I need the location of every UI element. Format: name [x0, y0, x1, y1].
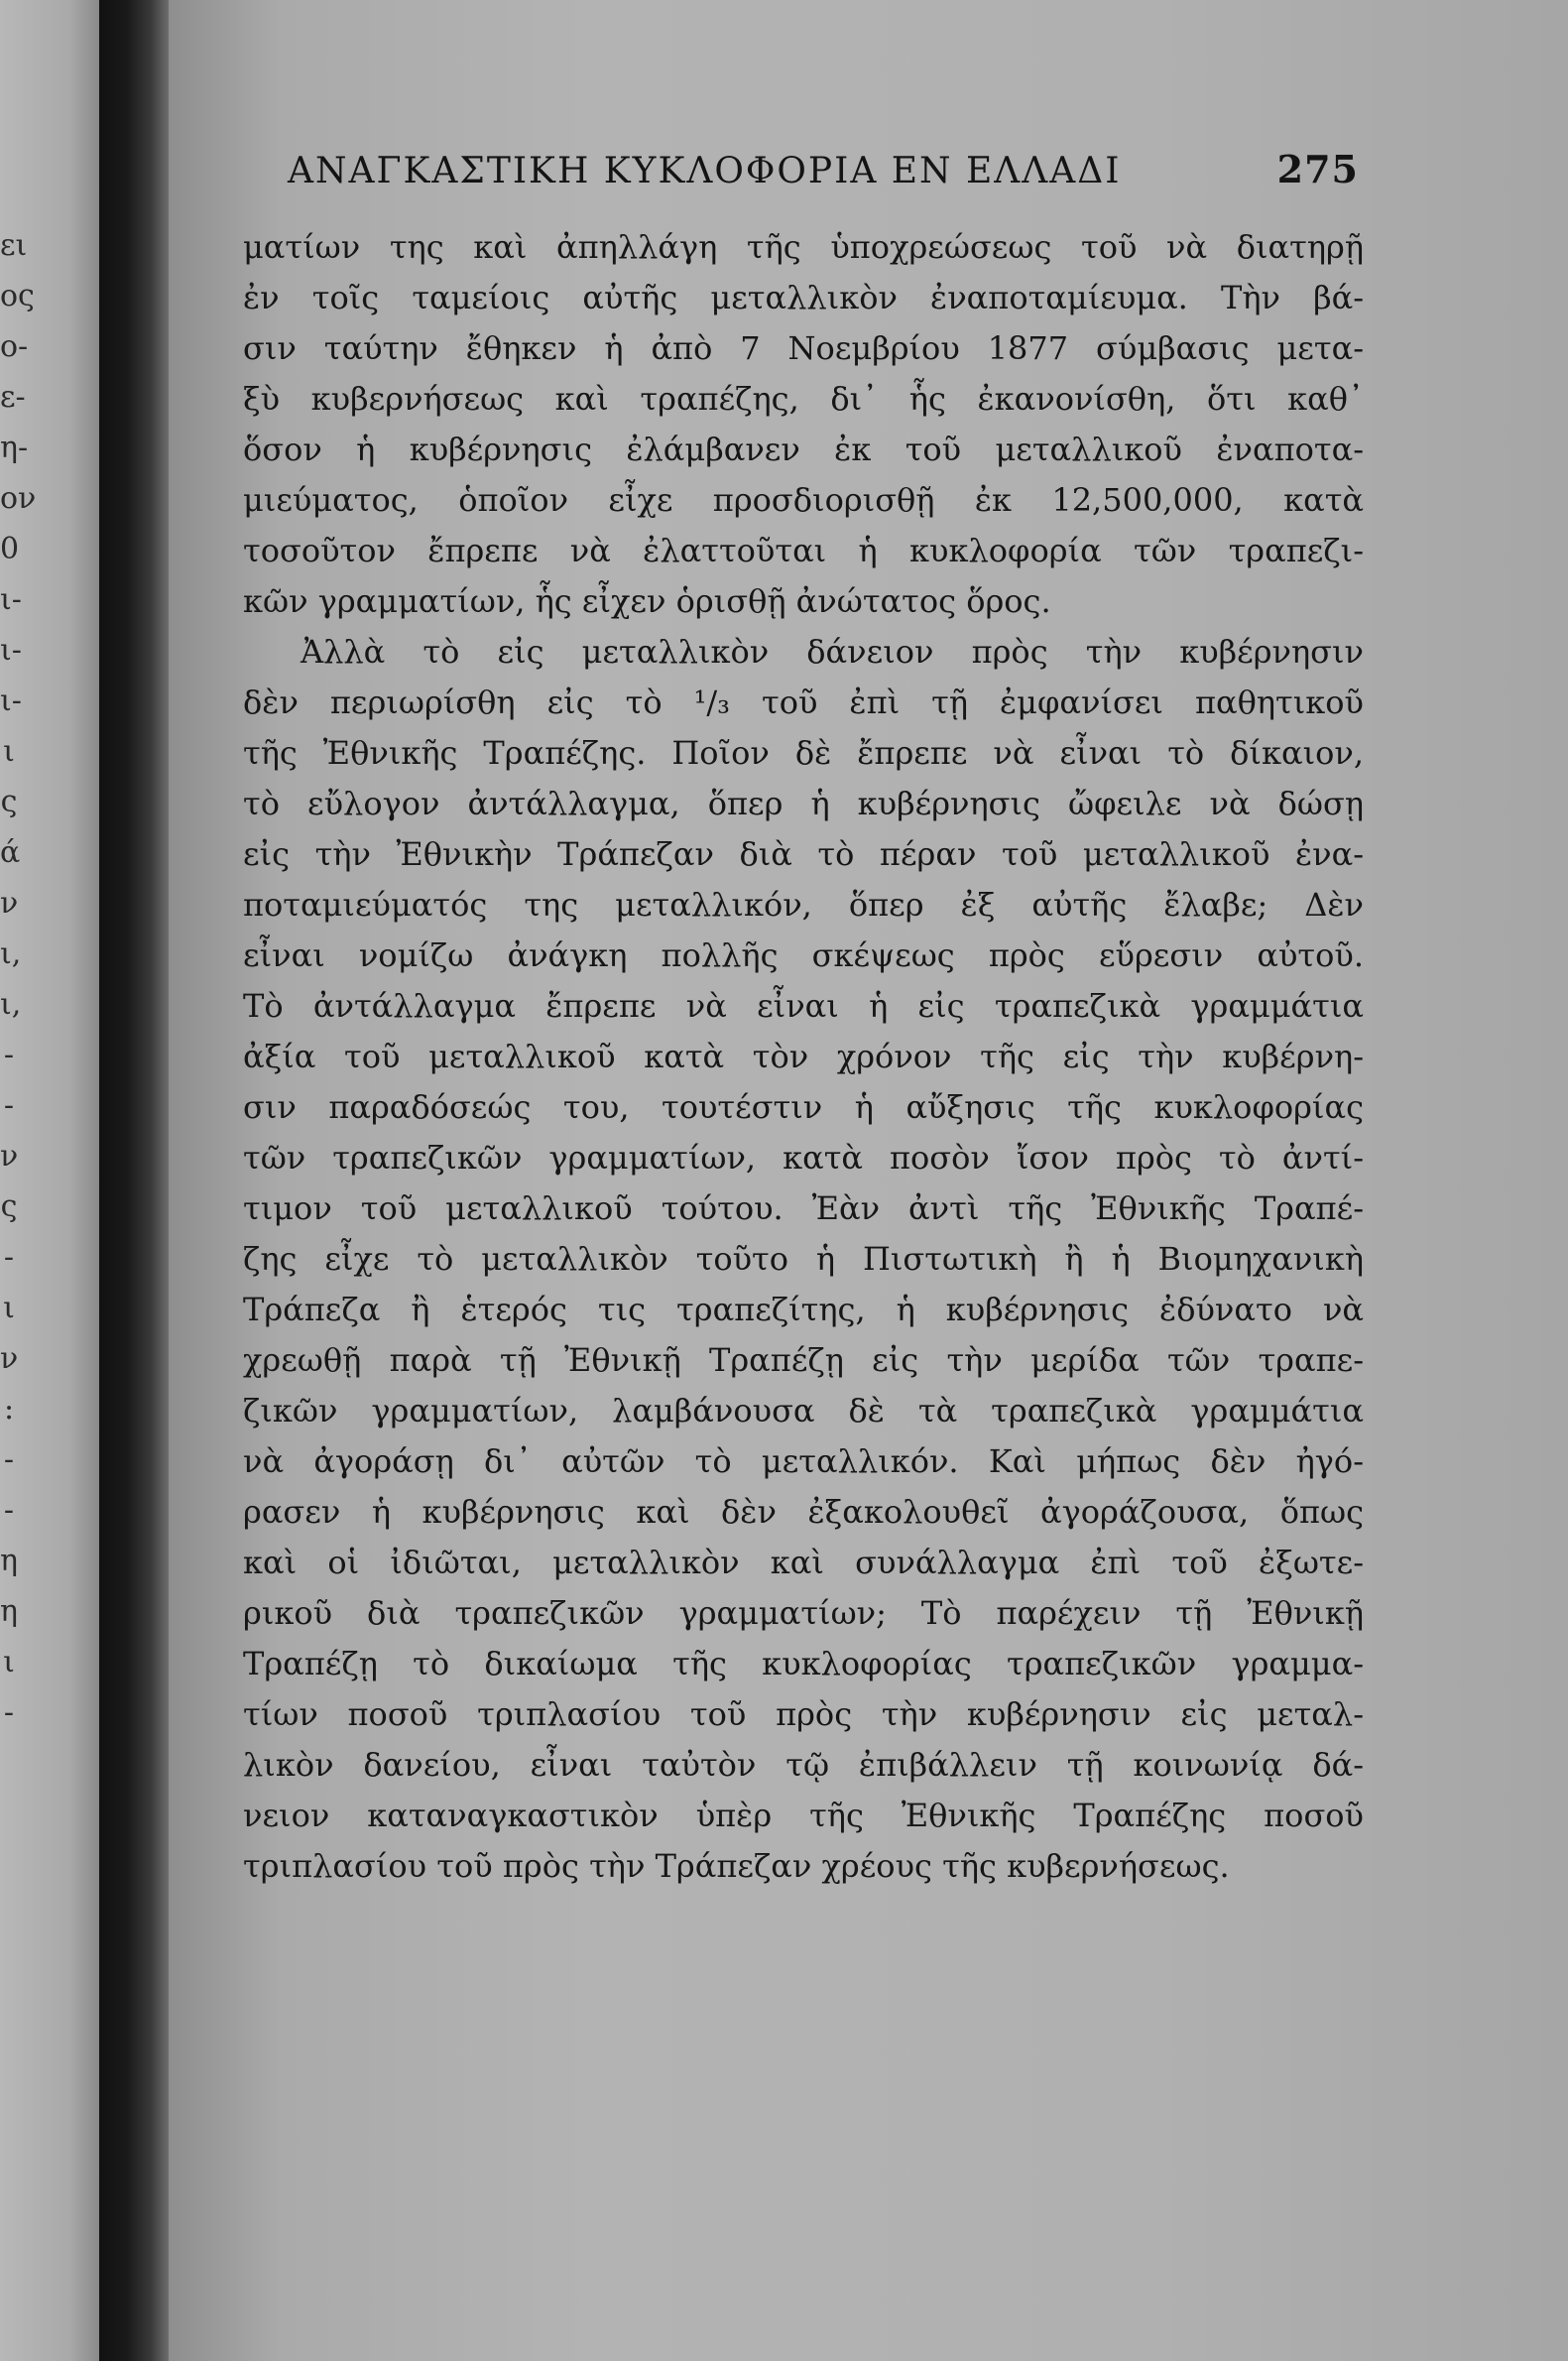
facing-page-fragment: η	[0, 1544, 18, 1578]
facing-page-fragment: -	[3, 1695, 15, 1730]
text-line: σιν παραδόσεώς του, τουτέστιν ἡ αὔξησις τῆς κυκλοφορίας	[243, 1088, 1364, 1126]
text-line: Τὸ ἀντάλλαγμα ἔπρεπε νὰ εἶναι ἡ εἰς τραπεζικὰ γραμμάτια	[243, 987, 1364, 1025]
text-line: ζης εἶχε τὸ μεταλλικὸν τοῦτο ἡ Πιστωτικὴ ἢ ἡ Βιομηχανικὴ	[243, 1240, 1364, 1278]
text-line: τίων ποσοῦ τριπλασίου τοῦ πρὸς τὴν κυβέρνησιν εἰς μεταλ-	[243, 1695, 1364, 1733]
facing-page-fragment: ι,	[0, 936, 22, 971]
text-line: ρικοῦ διὰ τραπεζικῶν γραμματίων; Τὸ παρέχειν τῇ Ἐθνικῇ	[243, 1594, 1364, 1632]
text-line: εἶναι νομίζω ἀνάγκη πολλῆς σκέψεως πρὸς εὕρεσιν αὐτοῦ.	[243, 936, 1364, 974]
text-line: λικὸν δανείου, εἶναι ταὐτὸν τῷ ἐπιβάλλειν τῇ κοινωνίᾳ δά-	[243, 1746, 1364, 1784]
paragraph-end-line: κῶν γραμματίων, ἧς εἶχεν ὁρισθῇ ἀνώτατος ὅρος.	[243, 582, 1051, 620]
facing-page-fragment: ά	[0, 835, 21, 870]
facing-page-fragment: ον	[0, 481, 37, 516]
book-gutter	[99, 0, 169, 2361]
text-line: τὸ εὔλογον ἀντάλλαγμα, ὅπερ ἡ κυβέρνησις ὤφειλε νὰ δώσῃ	[243, 785, 1364, 822]
text-line: τῆς Ἐθνικῆς Τραπέζης. Ποῖον δὲ ἔπρεπε νὰ εἶναι τὸ δίκαιον,	[243, 734, 1364, 772]
facing-page-fragment: ν	[0, 1341, 19, 1376]
facing-page-fragment: ο-	[0, 329, 29, 364]
text-line: σιν ταύτην ἔθηκεν ἡ ἀπὸ 7 Νοεμβρίου 1877 σύμβασις μετα-	[243, 329, 1364, 367]
text-line: Τραπέζῃ τὸ δικαίωμα τῆς κυκλοφορίας τραπεζικῶν γραμμα-	[243, 1645, 1364, 1682]
facing-page-fragment: ς	[0, 1189, 18, 1224]
facing-page-fragment: ι	[3, 734, 15, 769]
facing-page-fragment: ι,	[0, 987, 22, 1022]
text-line: Τράπεζα ἢ ἑτερός τις τραπεζίτης, ἡ κυβέρνησις ἐδύνατο νὰ	[243, 1291, 1364, 1328]
facing-page-fragment: ι-	[0, 633, 22, 668]
text-line: ρασεν ἡ κυβέρνησις καὶ δὲν ἐξακολουθεῖ ἀγοράζουσα, ὅπως	[243, 1493, 1364, 1531]
text-line: δὲν περιωρίσθη εἰς τὸ ¹/₃ τοῦ ἐπὶ τῇ ἐμφανίσει παθητικοῦ	[243, 683, 1364, 721]
facing-page-fragment: ν	[0, 886, 19, 921]
facing-page-fragment: -	[3, 1240, 15, 1275]
text-line: καὶ οἱ ἰδιῶται, μεταλλικὸν καὶ συνάλλαγμα ἐπὶ τοῦ ἐξωτε-	[243, 1544, 1364, 1581]
facing-page-fragment: ν	[0, 1139, 19, 1174]
text-line: ὅσον ἡ κυβέρνησις ἐλάμβανεν ἐκ τοῦ μεταλλικοῦ ἐναποτα-	[243, 431, 1364, 468]
facing-page-fragment: ι	[3, 1291, 15, 1325]
text-line: ἐν τοῖς ταμείοις αὐτῆς μεταλλικὸν ἐναποταμίευμα. Τὴν βά-	[243, 279, 1364, 316]
paragraph-end-line: τριπλασίου τοῦ πρὸς τὴν Τράπεζαν χρέους τῆς κυβερνήσεως.	[243, 1847, 1230, 1885]
text-line: νὰ ἀγοράσῃ δι᾽ αὐτῶν τὸ μεταλλικόν. Καὶ μήπως δὲν ἠγό-	[243, 1442, 1364, 1480]
facing-page-fragment: ι	[3, 1645, 15, 1679]
text-line: νειον καταναγκαστικὸν ὑπὲρ τῆς Ἐθνικῆς Τραπέζης ποσοῦ	[243, 1797, 1364, 1834]
running-header	[288, 147, 1359, 206]
text-line: τοσοῦτον ἔπρεπε νὰ ἐλαττοῦται ἡ κυκλοφορία τῶν τραπεζι-	[243, 532, 1364, 569]
text-line: εἰς τὴν Ἐθνικὴν Τράπεζαν διὰ τὸ πέραν τοῦ μεταλλικοῦ ἐνα-	[243, 835, 1364, 873]
text-line: ἀξία τοῦ μεταλλικοῦ κατὰ τὸν χρόνον τῆς εἰς τὴν κυβέρνη-	[243, 1038, 1364, 1075]
facing-page-fragment: ει	[0, 228, 28, 263]
facing-page-fragment: -	[3, 1088, 15, 1123]
facing-page-fragment: η-	[0, 431, 29, 465]
text-line: χρεωθῇ παρὰ τῇ Ἐθνικῇ Τραπέζῃ εἰς τὴν μερίδα τῶν τραπε-	[243, 1341, 1364, 1379]
text-line: ζικῶν γραμματίων, λαμβάνουσα δὲ τὰ τραπεζικὰ γραμμάτια	[243, 1392, 1364, 1429]
facing-page-fragment: ος	[0, 279, 35, 313]
facing-page-fragment: ι-	[0, 582, 22, 617]
body-text	[243, 222, 1364, 1892]
facing-page-fragment: ς	[0, 785, 18, 819]
text-line: τῶν τραπεζικῶν γραμματίων, κατὰ ποσὸν ἴσον πρὸς τὸ ἀντί-	[243, 1139, 1364, 1177]
facing-page-fragment: ε-	[0, 380, 26, 415]
running-title: ΑΝΑΓΚΑΣΤΙΚΗ ΚΥΚΛΟΦΟΡΙΑ ΕΝ ΕΛΛΑΔΙ	[288, 151, 1122, 191]
facing-page-edge	[0, 0, 99, 2361]
text-line: ποταμιεύματός της μεταλλικόν, ὅπερ ἐξ αὐτῆς ἔλαβε; Δὲν	[243, 886, 1364, 924]
facing-page-fragment: -	[3, 1038, 15, 1072]
facing-page-fragment: ι-	[0, 683, 22, 718]
facing-page-fragment: :	[3, 1392, 15, 1427]
facing-page-fragment: 0	[0, 532, 20, 566]
text-line: τιμον τοῦ μεταλλικοῦ τούτου. Ἐὰν ἀντὶ τῆς Ἐθνικῆς Τραπέ-	[243, 1189, 1364, 1227]
facing-page-fragment: -	[3, 1493, 15, 1528]
facing-page-fragment: η	[0, 1594, 18, 1629]
page-number: 275	[1276, 147, 1359, 191]
text-line: μιεύματος, ὁποῖον εἶχε προσδιορισθῇ ἐκ 12,500,000, κατὰ	[243, 481, 1364, 519]
text-line: ξὺ κυβερνήσεως καὶ τραπέζης, δι᾽ ἧς ἐκανονίσθη, ὅτι καθ᾽	[243, 380, 1364, 418]
paragraph-start-line: Ἀλλὰ τὸ εἰς μεταλλικὸν δάνειον πρὸς τὴν κυβέρνησιν	[301, 633, 1364, 671]
facing-page-fragment: -	[3, 1442, 15, 1477]
text-line: ματίων της καὶ ἀπηλλάγη τῆς ὑποχρεώσεως τοῦ νὰ διατηρῇ	[243, 228, 1364, 266]
